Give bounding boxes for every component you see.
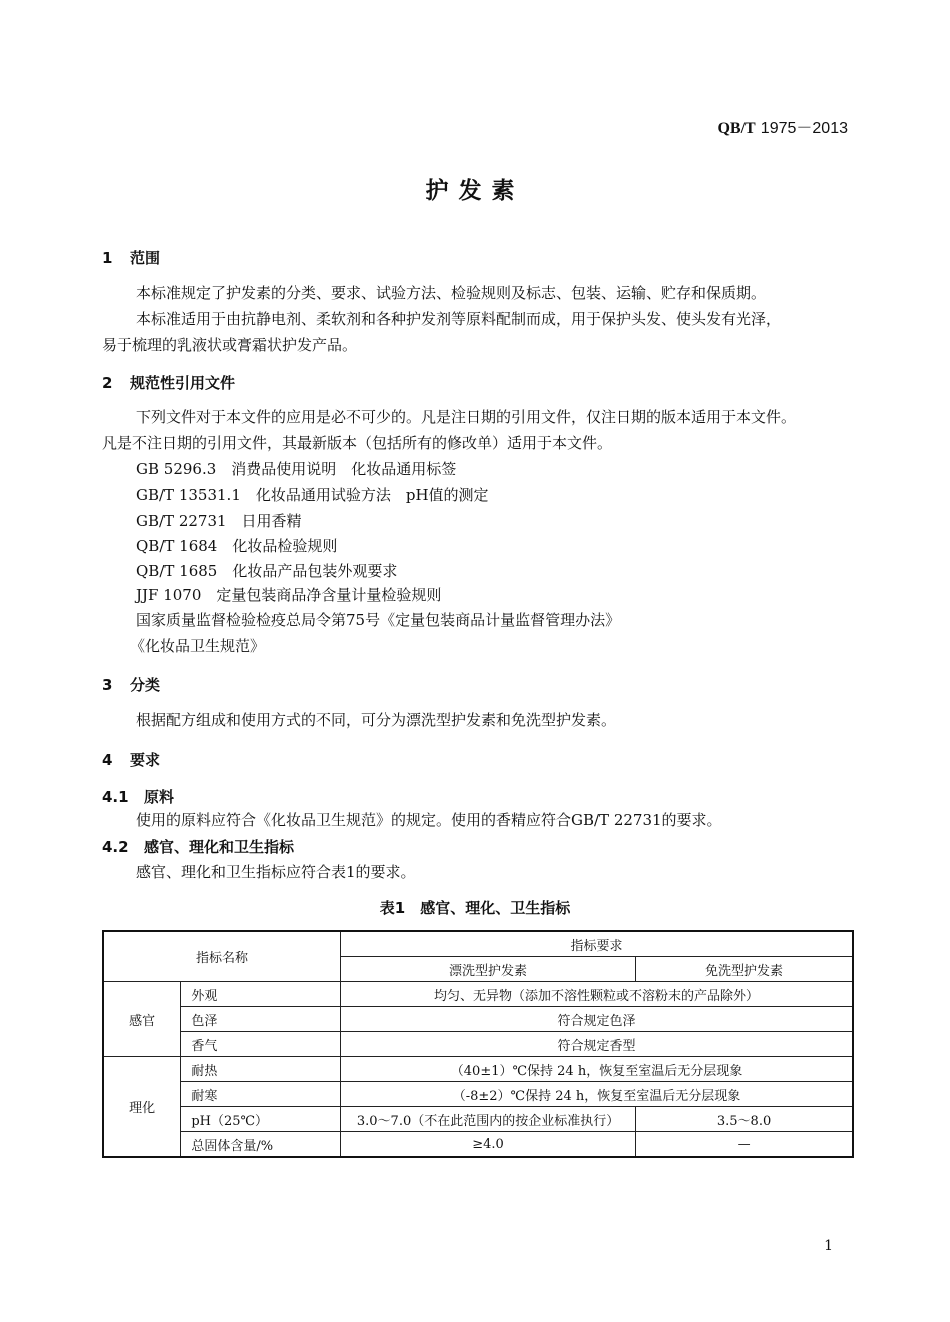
section-3-heading [102,674,160,695]
reference-item: QB/T 1685 化妆品产品包装外观要求 [136,562,398,580]
table-row [103,1132,853,1158]
subsection-4-2-heading [102,836,294,857]
row-value: 符合规定香型 [341,1032,854,1057]
table-header-row [103,931,853,957]
document-title: 护发素 [425,178,525,204]
spec-table [102,930,854,1158]
document-code-number: 1975－2013 [760,120,848,137]
paragraph: 感官、理化和卫生指标应符合表1的要求。 [136,863,416,881]
row-value-leave-in: 3.5～8.0 [636,1107,853,1132]
section-number: 1 [102,249,113,267]
paragraph: 下列文件对于本文件的应用是必不可少的。凡是注日期的引用文件，仅注日期的版本适用于本文件。 [136,408,797,426]
table-row [103,1032,853,1057]
section-title: 规范性引用文件 [130,374,236,392]
header-indicator-requirement: 指标要求 [341,931,854,957]
section-title: 要求 [130,751,161,769]
row-value: 均匀、无异物（添加不溶性颗粒或不溶粉末的产品除外） [341,982,854,1007]
section-4-heading [102,749,160,770]
reference-item: GB 5296.3 消费品使用说明 化妆品通用标签 [136,460,457,478]
row-name: 香气 [181,1032,341,1057]
row-name: 耐寒 [181,1082,341,1107]
document-code-prefix: QB/T [717,120,756,137]
reference-item: GB/T 13531.1 化妆品通用试验方法 pH值的测定 [136,486,489,504]
section-1-heading [102,247,160,268]
header-leave-in-type: 免洗型护发素 [636,957,853,982]
page-number: 1 [824,1238,833,1254]
row-value: （40±1）℃保持 24 h，恢复至室温后无分层现象 [341,1057,854,1082]
document-code [717,115,848,138]
section-number: 3 [102,676,113,694]
reference-item: QB/T 1684 化妆品检验规则 [136,537,338,555]
reference-item: GB/T 22731 日用香精 [136,512,302,530]
group-sensory: 感官 [103,982,181,1057]
table-row [103,982,853,1007]
table-row [103,1107,853,1132]
row-name: 耐热 [181,1057,341,1082]
reference-item: 国家质量监督检验检疫总局令第75号《定量包装商品计量监督管理办法》 [136,611,621,629]
paragraph: 根据配方组成和使用方式的不同，可分为漂洗型护发素和免洗型护发素。 [136,711,617,729]
table-caption: 表1 感官、理化、卫生指标 [379,899,571,917]
paragraph: 凡是不注日期的引用文件，其最新版本（包括所有的修改单）适用于本文件。 [102,434,613,452]
row-value-rinse: ≥4.0 [341,1132,636,1158]
row-name: 总固体含量/% [181,1132,341,1158]
paragraph: 本标准规定了护发素的分类、要求、试验方法、检验规则及标志、包装、运输、贮存和保质期。 [136,284,767,302]
row-name: pH（25℃） [181,1107,341,1132]
group-physicochemical: 理化 [103,1057,181,1158]
subsection-4-1-heading [102,786,174,807]
row-name: 色泽 [181,1007,341,1032]
section-title: 分类 [130,676,161,694]
paragraph: 本标准适用于由抗静电剂、柔软剂和各种护发剂等原料配制而成，用于保护头发、使头发有光泽， [136,310,782,328]
reference-item: 《化妆品卫生规范》 [130,637,266,655]
paragraph: 使用的原料应符合《化妆品卫生规范》的规定。使用的香精应符合GB/T 22731的要求。 [136,811,722,829]
row-value: （-8±2）℃保持 24 h，恢复至室温后无分层现象 [341,1082,854,1107]
section-number: 4 [102,751,113,769]
section-2-heading [102,372,235,393]
paragraph: 易于梳理的乳液状或膏霜状护发产品。 [102,336,358,354]
reference-item: JJF 1070 定量包装商品净含量计量检验规则 [136,586,442,604]
subsection-number: 4.2 [102,838,129,856]
table-row [103,1007,853,1032]
subsection-title: 原料 [144,788,175,806]
header-rinse-type: 漂洗型护发素 [341,957,636,982]
row-name: 外观 [181,982,341,1007]
row-value-leave-in: — [636,1132,853,1158]
table-row [103,1057,853,1082]
subsection-title: 感官、理化和卫生指标 [144,838,295,856]
section-title: 范围 [130,249,161,267]
section-number: 2 [102,374,113,392]
header-indicator-name: 指标名称 [103,931,341,982]
row-value: 符合规定色泽 [341,1007,854,1032]
subsection-number: 4.1 [102,788,129,806]
row-value-rinse: 3.0～7.0（不在此范围内的按企业标准执行） [341,1107,636,1132]
table-row [103,1082,853,1107]
